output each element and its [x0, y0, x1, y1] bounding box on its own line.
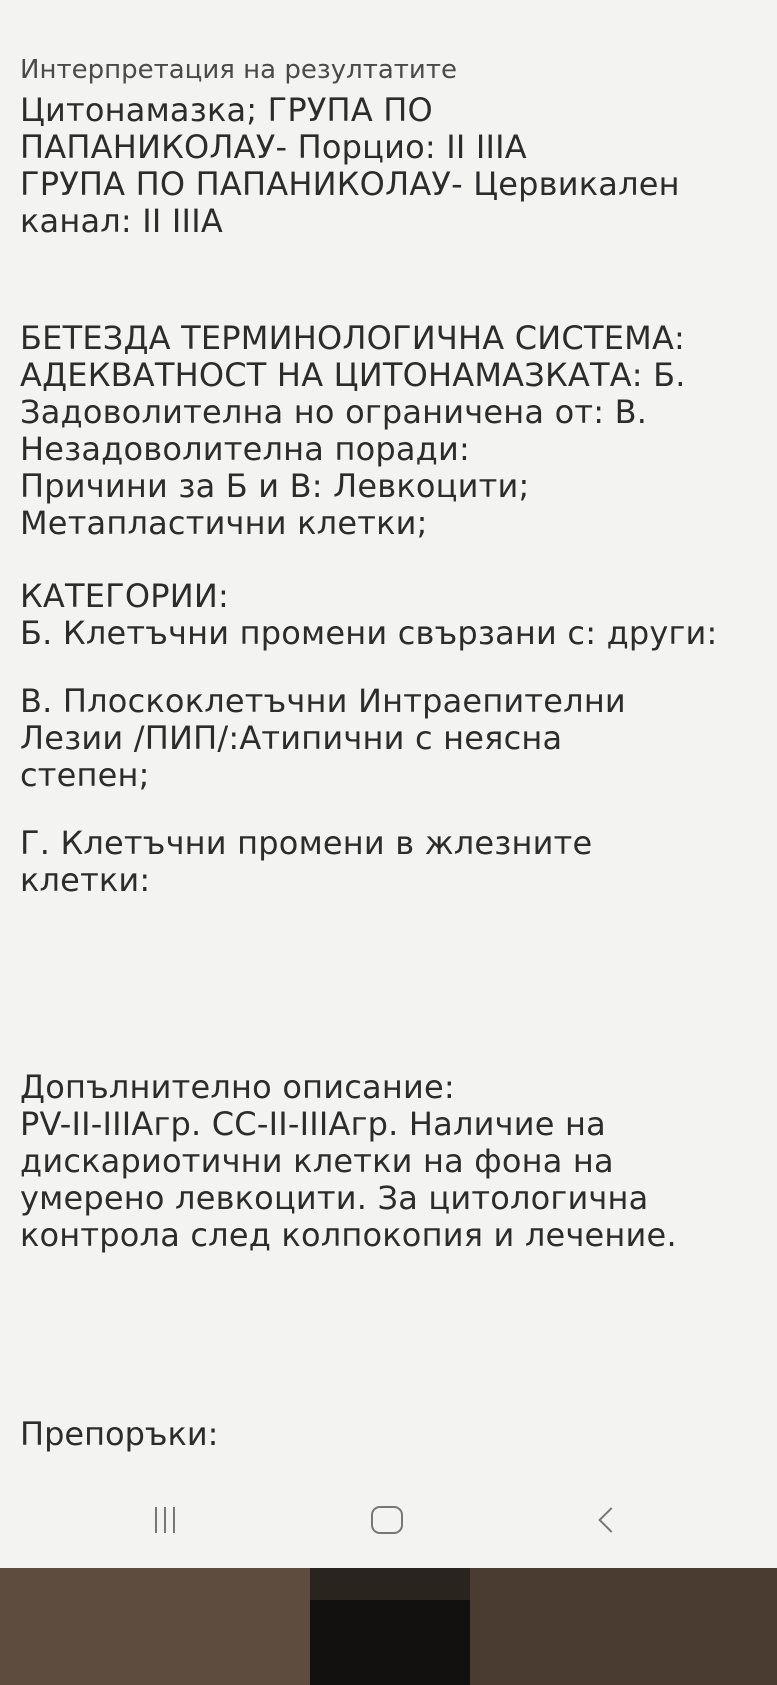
category-v-line-1: В. Плоскоклетъчни Интраепителни [20, 682, 626, 720]
additional-description-section [20, 1069, 770, 1254]
recents-icon[interactable] [130, 1490, 200, 1550]
report-content [20, 52, 770, 1254]
additional-line-1: Допълнително описание: [20, 1068, 455, 1106]
recommendations-heading-cut: Препоръки: [20, 1415, 219, 1453]
category-g-section [20, 825, 770, 899]
bethesda-line-3: Задоволителна но ограничена от: В. [20, 393, 648, 431]
additional-line-3: дискариотични клетки на фона на [20, 1142, 614, 1180]
bethesda-line-2: АДЕКВАТНОСТ НА ЦИТОНАМАЗКАТА: Б. [20, 356, 686, 394]
pap-line-4: канал: II IIIA [20, 202, 223, 240]
category-v-line-2: Лезии /ПИП/:Атипични с неясна [20, 719, 563, 757]
papanicolaou-group-section [20, 92, 770, 240]
categories-title: КАТЕГОРИИ: [20, 577, 230, 615]
additional-line-5: контрола след колпокопия и лечение. [20, 1216, 677, 1254]
home-icon[interactable] [352, 1490, 422, 1550]
categories-section [20, 578, 770, 652]
category-v-section [20, 683, 770, 794]
results-interpretation-heading: Интерпретация на резултатите [20, 55, 457, 85]
pap-line-3: ГРУПА ПО ПАПАНИКОЛАУ- Цервикален [20, 165, 680, 203]
phone-case-right [470, 1568, 777, 1685]
android-navigation-bar [0, 1480, 777, 1568]
phone-charging-port [310, 1600, 470, 1685]
back-icon[interactable] [572, 1490, 642, 1550]
category-g-line-2: клетки: [20, 861, 151, 899]
additional-line-4: умерено левкоцити. За цитологична [20, 1179, 649, 1217]
bethesda-line-6: Метапластични клетки; [20, 504, 428, 542]
phone-case-left [0, 1568, 310, 1685]
bethesda-line-1: БЕТЕЗДА ТЕРМИНОЛОГИЧНА СИСТЕМА: [20, 319, 686, 357]
pap-line-1: Цитонамазка; ГРУПА ПО [20, 91, 433, 129]
bethesda-section [20, 320, 770, 542]
bethesda-line-5: Причини за Б и В: Левкоцити; [20, 467, 530, 505]
bethesda-line-4: Незадоволителна поради: [20, 430, 470, 468]
additional-line-2: PV-II-IIIАгр. CC-II-IIIАгр. Наличие на [20, 1105, 606, 1143]
category-g-line-1: Г. Клетъчни промени в жлезните [20, 824, 593, 862]
category-b-line-1: Б. Клетъчни промени свързани с: други: [20, 614, 718, 652]
category-v-line-3: степен; [20, 756, 150, 794]
pap-line-2: ПАПАНИКОЛАУ- Порцио: II IIIA [20, 128, 527, 166]
